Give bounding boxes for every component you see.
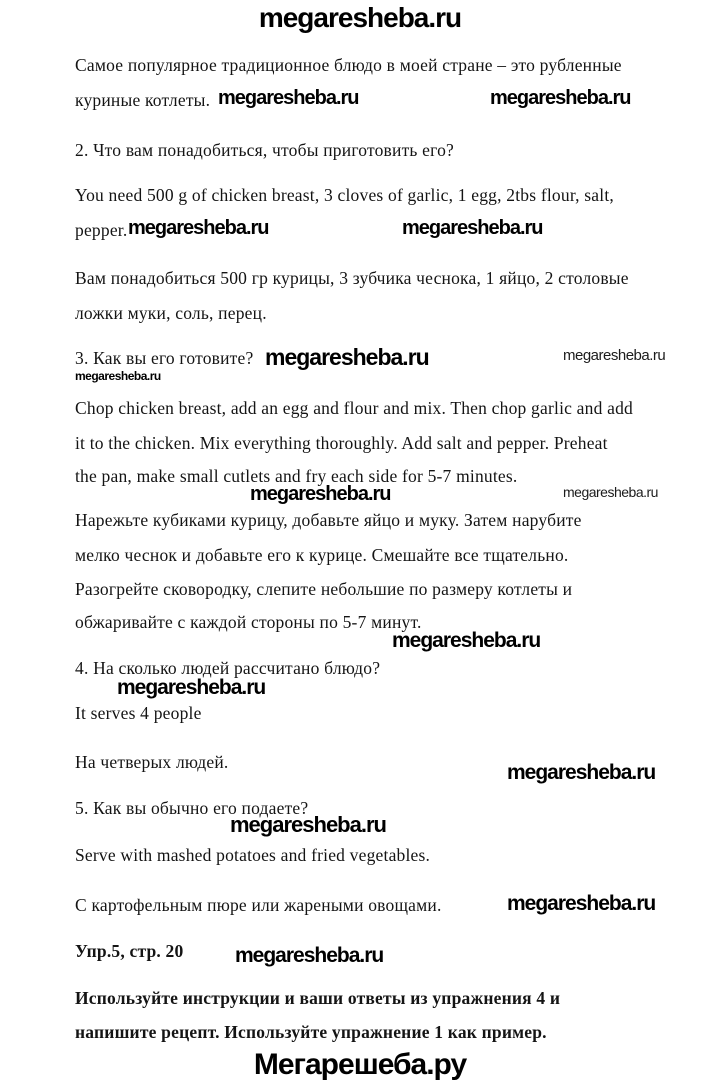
answer-3-en-line-3: the pan, make small cutlets and fry each side for 5-7 minutes.: [75, 466, 518, 486]
answer-4-ru: На четверых людей.: [75, 752, 229, 772]
watermark: megaresheba.ru: [218, 87, 359, 109]
answer-3-ru-line-3: Разогрейте сковородку, слепите небольшие по размеру котлеты и: [75, 579, 573, 599]
watermark: megaresheba.ru: [507, 761, 656, 784]
header-watermark: megaresheba.ru: [258, 2, 462, 33]
intro-line-2: куриные котлеты.: [75, 90, 211, 110]
watermark: megaresheba.ru: [230, 812, 386, 837]
watermark: megaresheba.ru: [250, 483, 391, 505]
intro-line-1: Самое популярное традиционное блюдо в моей стране – это рубленные: [75, 55, 622, 75]
watermark: megaresheba.ru: [265, 344, 429, 370]
answer-2-ru-line-1: Вам понадобиться 500 гр курицы, 3 зубчика чеснока, 1 яйцо, 2 столовые: [75, 268, 629, 288]
exercise-reference: Упр.5, стр. 20: [75, 941, 184, 961]
watermark: megaresheba.ru: [402, 217, 543, 239]
watermark: megaresheba.ru: [563, 484, 658, 500]
answer-2-en-line-2: pepper.: [75, 220, 128, 240]
question-3: 3. Как вы его готовите?: [75, 348, 254, 368]
question-5: 5. Как вы обычно его подаете?: [75, 798, 309, 818]
question-2: 2. Что вам понадобиться, чтобы приготовить его?: [75, 140, 455, 160]
watermark: megaresheba.ru: [563, 347, 666, 364]
question-4: 4. На сколько людей рассчитано блюдо?: [75, 658, 381, 678]
answer-3-ru-line-1: Нарежьте кубиками курицу, добавьте яйцо и муку. Затем нарубите: [75, 510, 582, 530]
answer-3-en-line-2: it to the chicken. Mix everything thoroughly. Add salt and pepper. Preheat: [75, 433, 608, 453]
watermark: megaresheba.ru: [490, 87, 631, 109]
answer-2-en-line-1: You need 500 g of chicken breast, 3 cloves of garlic, 1 egg, 2tbs flour, salt,: [75, 185, 614, 205]
watermark: megaresheba.ru: [117, 676, 266, 699]
watermark: megaresheba.ru: [235, 944, 384, 967]
answer-3-ru-line-2: мелко чеснок и добавьте его к курице. Смешайте все тщательно.: [75, 545, 569, 565]
task-line-1: Используйте инструкции и ваши ответы из упражнения 4 и: [75, 988, 561, 1008]
watermark: megaresheba.ru: [75, 369, 161, 383]
answer-4-en: It serves 4 people: [75, 703, 202, 723]
watermark: megaresheba.ru: [392, 629, 541, 652]
answer-3-en-line-1: Chop chicken breast, add an egg and flour and mix. Then chop garlic and add: [75, 398, 633, 418]
answer-2-ru-line-2: ложки муки, соль, перец.: [75, 303, 267, 323]
task-line-2: напишите рецепт. Используйте упражнение 1 как пример.: [75, 1022, 547, 1042]
answer-5-ru: С картофельным пюре или жареными овощами.: [75, 895, 442, 915]
footer-brand: Мегарешеба.ру: [253, 1048, 467, 1081]
watermark: megaresheba.ru: [128, 217, 269, 239]
answer-3-ru-line-4: обжаривайте с каждой стороны по 5-7 минут.: [75, 612, 422, 632]
answer-5-en: Serve with mashed potatoes and fried vegetables.: [75, 845, 431, 865]
watermark: megaresheba.ru: [507, 892, 656, 915]
